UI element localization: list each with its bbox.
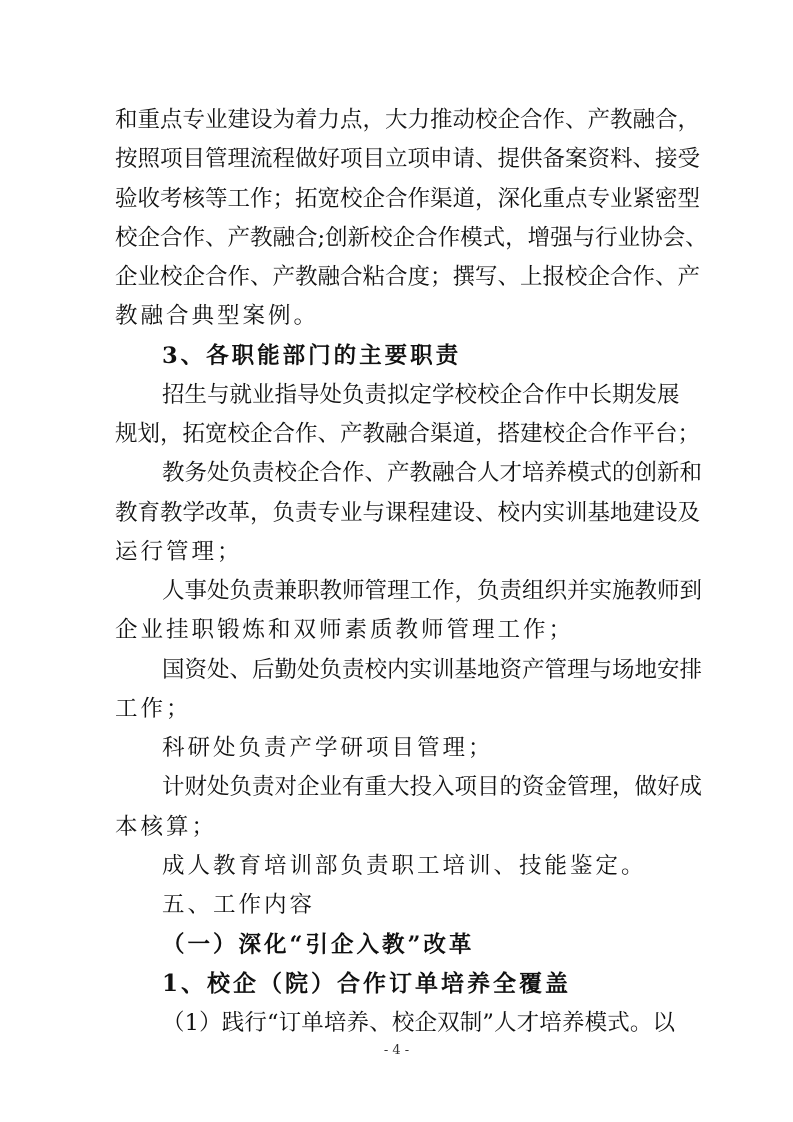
paragraph-line: 本核算；	[115, 813, 218, 840]
paragraph-line: 科研处负责产学研项目管理；	[162, 735, 494, 762]
paragraph-line: 运行管理；	[115, 538, 243, 565]
paragraph-line: 和重点专业建设为着力点，大力推动校企合作、产教融合，	[115, 107, 701, 133]
paragraph-line: （1）践行“订单培养、校企双制”人才培养模式。以	[162, 1010, 675, 1036]
paragraph-line: 企业校企合作、产教融合粘合度；撰写、上报校企合作、产	[115, 264, 701, 290]
paragraph-line: 校企合作、产教融合;创新校企合作模式，增强与行业协会、	[115, 224, 708, 251]
paragraph-line: 计财处负责对企业有重大投入项目的资金管理，做好成	[162, 774, 703, 801]
paragraph-line: 企业挂职锻炼和双师素质教师管理工作；	[115, 617, 575, 644]
paragraph-line: 人事处负责兼职教师管理工作，负责组织并实施教师到	[162, 578, 703, 605]
paragraph-line: 工作；	[115, 695, 192, 722]
paragraph-line: 国资处、后勤处负责校内实训基地资产管理与场地安排	[162, 656, 703, 683]
paragraph-line: 招生与就业指导处负责拟定学校校企合作中长期发展	[162, 381, 680, 408]
paragraph-line: 按照项目管理流程做好项目立项申请、提供备案资料、接受	[115, 146, 701, 173]
section-heading: 3、各职能部门的主要职责	[162, 342, 462, 369]
paragraph-line: 教育教学改革，负责专业与课程建设、校内实训基地建设及	[115, 499, 701, 526]
subsection-heading: 1、校企（院）合作订单培养全覆盖	[162, 969, 572, 997]
subsection-heading: （一）深化“引企入教”改革	[162, 931, 475, 958]
paragraph-line: 成人教育培训部负责职工培训、技能鉴定。	[162, 853, 647, 879]
section-heading: 五、工作内容	[162, 892, 316, 919]
paragraph-line: 规划，拓宽校企合作、产教融合渠道，搭建校企合作平台；	[115, 421, 701, 448]
paragraph-line: 教融合典型案例。	[115, 303, 320, 330]
paragraph-line: 教务处负责校企合作、产教融合人才培养模式的创新和	[162, 460, 703, 487]
paragraph-line: 验收考核等工作；拓宽校企合作渠道，深化重点专业紧密型	[115, 185, 701, 212]
page-number: - 4 -	[383, 1043, 410, 1058]
